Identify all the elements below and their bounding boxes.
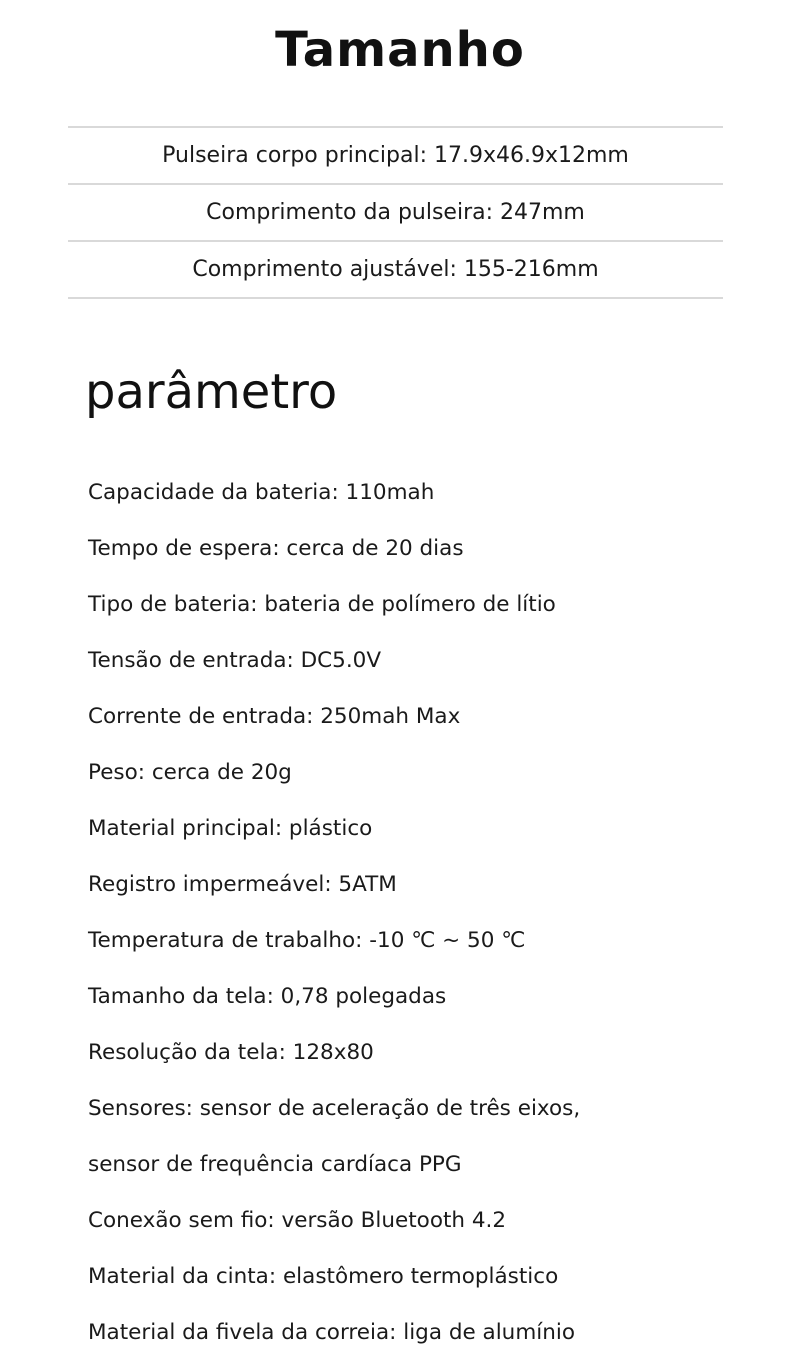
- param-standby-time: Tempo de espera: cerca de 20 dias: [88, 536, 464, 561]
- param-sensors-continued: sensor de frequência cardíaca PPG: [88, 1152, 462, 1177]
- param-weight: Peso: cerca de 20g: [88, 760, 292, 785]
- param-input-current: Corrente de entrada: 250mah Max: [88, 704, 461, 729]
- param-screen-size: Tamanho da tela: 0,78 polegadas: [88, 984, 447, 1009]
- param-working-temperature: Temperatura de trabalho: -10 ℃ ~ 50 ℃: [88, 928, 526, 953]
- param-battery-capacity: Capacidade da bateria: 110mah: [88, 480, 435, 505]
- param-sensors: Sensores: sensor de aceleração de três eixos,: [88, 1096, 581, 1121]
- param-screen-resolution: Resolução da tela: 128x80: [88, 1040, 374, 1065]
- size-table: [68, 126, 723, 299]
- parameter-section-title: parâmetro: [85, 364, 338, 420]
- param-input-voltage: Tensão de entrada: DC5.0V: [88, 648, 382, 673]
- param-waterproof-rating: Registro impermeável: 5ATM: [88, 872, 397, 897]
- size-row-strap-length: Comprimento da pulseira: 247mm: [68, 185, 723, 242]
- parameter-list: [88, 470, 788, 1366]
- param-battery-type: Tipo de bateria: bateria de polímero de lítio: [88, 592, 556, 617]
- param-main-material: Material principal: plástico: [88, 816, 373, 841]
- size-row-main-body: Pulseira corpo principal: 17.9x46.9x12mm: [68, 128, 723, 185]
- size-section-title: Tamanho: [275, 22, 525, 78]
- size-row-adjustable-length: Comprimento ajustável: 155-216mm: [68, 242, 723, 299]
- param-buckle-material: Material da fivela da correia: liga de alumínio: [88, 1320, 575, 1345]
- param-wireless-connection: Conexão sem fio: versão Bluetooth 4.2: [88, 1208, 507, 1233]
- param-strap-material: Material da cinta: elastômero termoplástico: [88, 1264, 559, 1289]
